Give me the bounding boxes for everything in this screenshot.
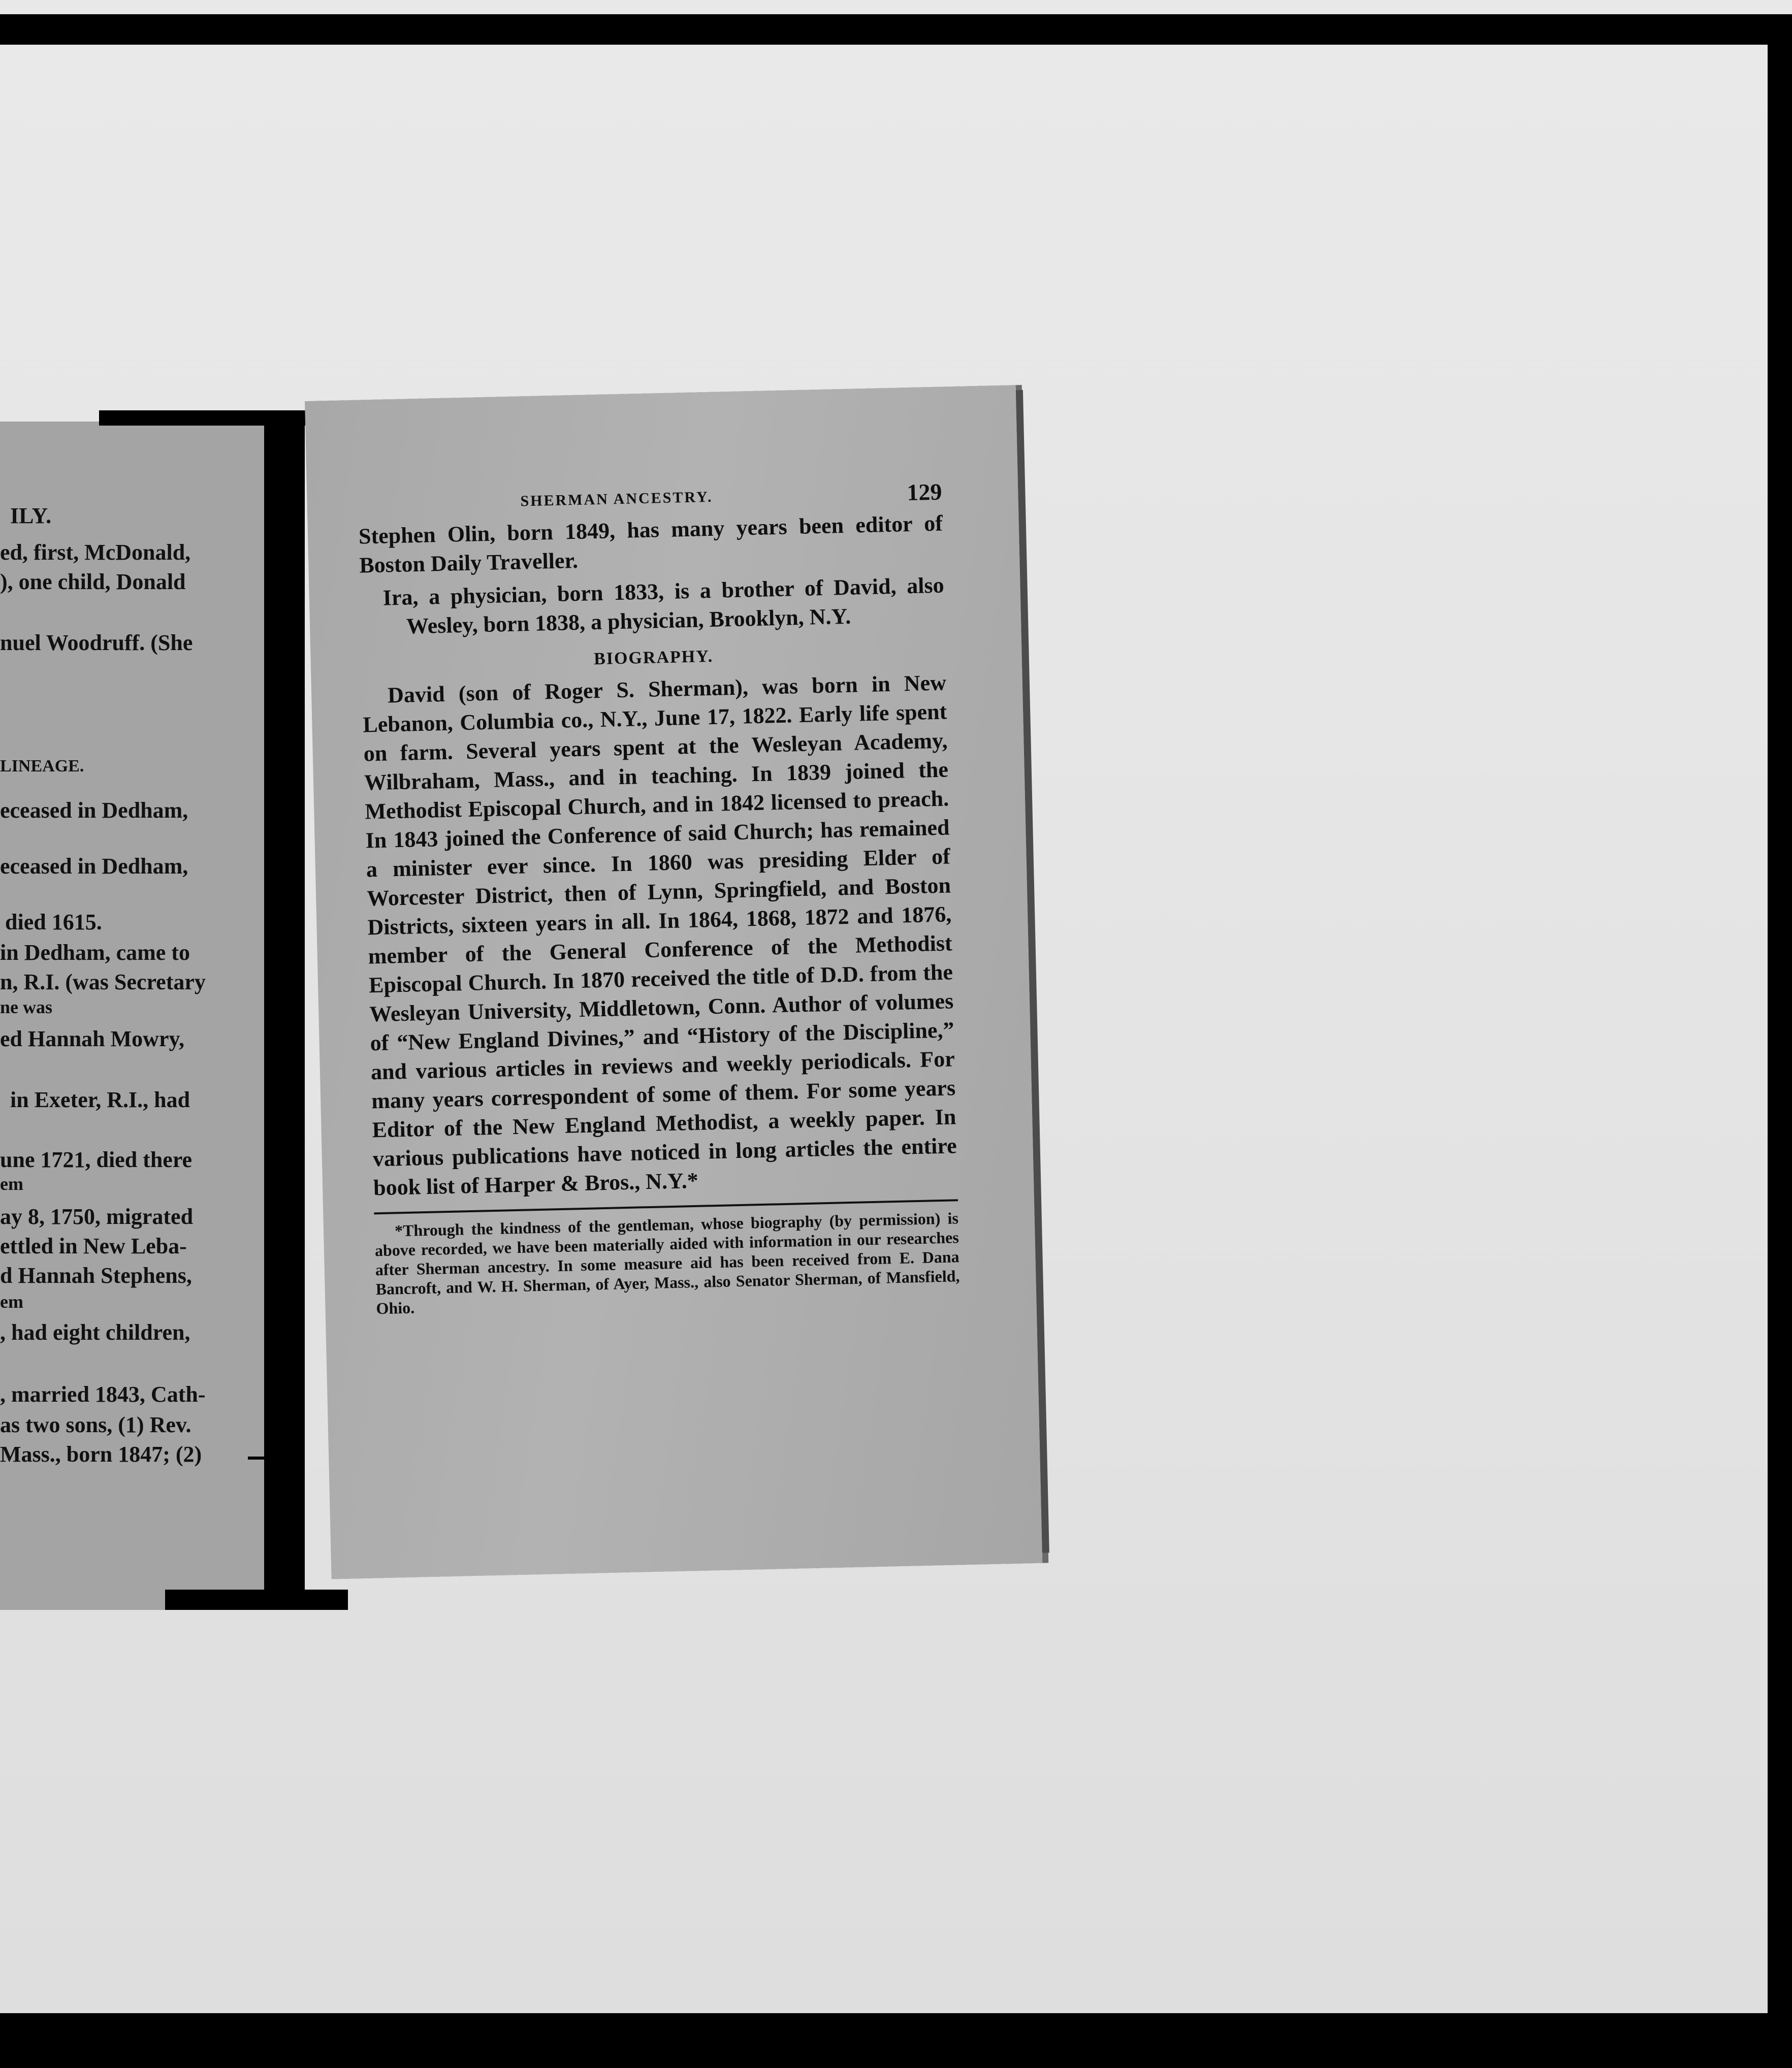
left-line: ILY. [10,503,52,528]
running-title: SHERMAN ANCESTRY. [520,488,713,510]
left-line: LINEAGE. [0,757,84,776]
book-spine [264,416,305,1600]
left-line: eceased in Dedham, [0,854,188,879]
page-text-block [358,478,961,1318]
left-line: Mass., born 1847; (2) [0,1442,202,1467]
section-heading: BIOGRAPHY. [593,647,714,669]
film-right-edge [1768,45,1792,2068]
left-line: eceased in Dedham, [0,798,188,823]
left-line: ne was [0,997,53,1017]
left-page-fragment [0,422,290,1610]
biography-paragraph: David (son of Roger S. Sherman), was born in New Lebanon, Columbia co., N.Y., June 17, 1822. Early life spent on farm. Several years spent at the Wesleyan Academy, Wilbraham, Mass., and in teaching. In 1839 joined the Methodist Episcopal Church, and in 1842 licensed to preach. In 1843 joined the Conference of said Church; has remained a minister ever since. In 1860 was presiding Elder of Worcester District, then of Lynn, Springfield, and Boston Districts, sixteen years in all. In 1864, 1868, 1872 and 1876, member of the General Conference of the Methodist Episcopal Church. In 1870 received the title of D.D. from the Wesleyan University, Middletown, Conn. Author of volumes of “New England Divines,” and “History of the Discipline,” and various articles in reviews and weekly periodicals. For many years correspondent of some of them. For some years Editor of the New England Methodist, a weekly paper. In various publications have noticed in long articles the entire book list of Harper & Bros., N.Y.* [362,670,957,1201]
left-line: ed, first, McDonald, [0,540,191,565]
left-line: ay 8, 1750, migrated [0,1204,194,1229]
mounting-tape-bottom [165,1590,348,1610]
left-line: em [0,1174,23,1194]
mounting-tape-top [99,410,325,426]
left-line: in Exeter, R.I., had [10,1087,190,1112]
left-line: ettled in New Leba- [0,1234,187,1258]
left-line: d Hannah Stephens, [0,1263,192,1288]
left-line: died 1615. [5,910,102,934]
page-number: 129 [906,478,942,506]
left-line: nuel Woodruff. (She [0,630,193,655]
left-line: , married 1843, Cath- [0,1382,206,1407]
left-line: as two sons, (1) Rev. [0,1412,191,1437]
left-line: , had eight children, [0,1320,190,1345]
right-page [305,385,1042,1579]
left-line: ed Hannah Mowry, [0,1026,185,1051]
margin-mark [248,1457,278,1460]
film-bottom-edge [0,2013,1792,2068]
footnote: *Through the kindness of the gentleman, whose biography (by permission) is above recorded, we have been materially aided with information in our researches after Sherman ancestry. In some measure aid has been received from E. Dana Bancroft, and W. H. Sherman, of Ayer, Mass., also Senator Sherman, of Mansfield, Ohio. [374,1209,960,1318]
left-line: em [0,1291,23,1312]
left-line: in Dedham, came to [0,940,190,965]
left-line: ), one child, Donald [0,569,186,594]
entry-ira: Ira, a physician, born 1833, is a brother of David, also Wesley, born 1838, a physician, Brooklyn, N.Y. [382,572,945,639]
left-line: une 1721, died there [0,1147,193,1172]
film-top-strip [0,0,1792,14]
entry-stephen: Stephen Olin, born 1849, has many years been editor of Boston Daily Traveller. [358,510,943,578]
left-line: n, R.I. (was Secretary [0,970,206,994]
